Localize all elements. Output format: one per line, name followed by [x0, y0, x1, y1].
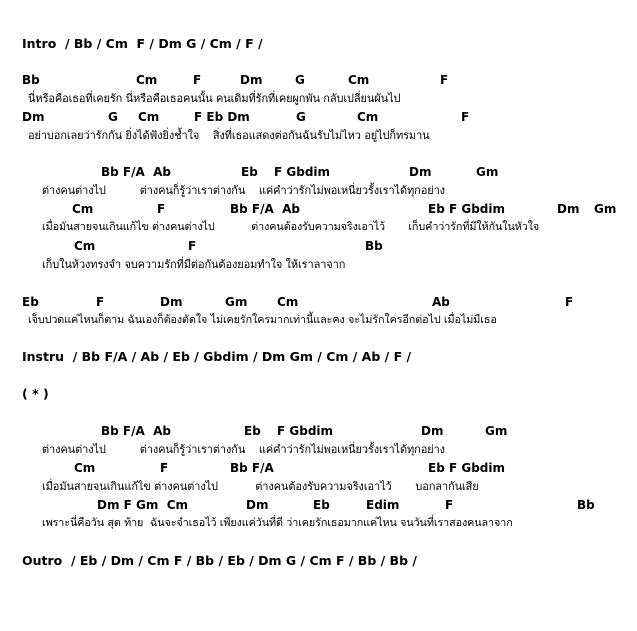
chord: Dm [421, 424, 444, 438]
chord: G [295, 73, 305, 87]
chord: Cm [357, 110, 379, 124]
chord: F Gbdim [277, 424, 334, 438]
chorus1-lyric-line-1: ต่างคนต่างไป ต่างคนก็รู้ว่าเราต่างกัน แค่คำว่ารักไม่พอเหนี่ยวรั้งเราได้ทุกอย่าง [42, 184, 445, 197]
chorus1-lyric-line-3: เก็บในห้วงทรงจำ จบความรักที่มีต่อกันต้องยอมทำใจ ให้เราลาจาก [42, 258, 346, 271]
chord: Dm [557, 202, 580, 216]
chord: Eb F Gbdim [428, 202, 505, 216]
chord: Cm [348, 73, 370, 87]
outro-line: Outro / Eb / Dm / Cm F / Bb / Eb / Dm G / Cm F / Bb / Bb / [22, 553, 417, 568]
chord: F [461, 110, 470, 124]
chord: Cm [72, 202, 94, 216]
chord: Gm [225, 295, 248, 309]
chord: Bb F/A Ab [101, 165, 172, 179]
intro-line: Intro / Bb / Cm F / Dm G / Cm / F / [22, 36, 263, 51]
bridge-lyric-line: เจ็บปวดแค่ไหนก็ตาม ฉันเองก็ต้องตัดใจ ไม่เคยรักใครมากเท่านี้และคง จะไม่รักใครอีกต่อไป เมื่อไม่มีเธอ [28, 313, 497, 326]
chord: F [96, 295, 105, 309]
chord: F [565, 295, 574, 309]
chord: Edim [366, 498, 400, 512]
chord: Eb F Gbdim [428, 461, 505, 475]
chorus-marker: ( * ) [22, 386, 49, 401]
chord: Bb F/A Ab [101, 424, 172, 438]
chord: Gm [476, 165, 499, 179]
chord: Cm [138, 110, 160, 124]
chord: F [160, 461, 169, 475]
chord: Bb F/A Ab [230, 202, 301, 216]
chord: Cm [136, 73, 158, 87]
chord: F [440, 73, 449, 87]
chord: Dm [409, 165, 432, 179]
chord: G [108, 110, 118, 124]
chord: Gm [594, 202, 617, 216]
chord: G [296, 110, 306, 124]
verse1-chord-line-1 [0, 74, 637, 88]
chord: F [445, 498, 454, 512]
chorus2-lyric-line-1: ต่างคนต่างไป ต่างคนก็รู้ว่าเราต่างกัน แค่คำว่ารักไม่พอเหนี่ยวรั้งเราได้ทุกอย่าง [42, 443, 445, 456]
chord: F [188, 239, 197, 253]
instru-line: Instru / Bb F/A / Ab / Eb / Gbdim / Dm Gm / Cm / Ab / F / [22, 349, 412, 364]
chord: Dm [160, 295, 183, 309]
chord: F Gbdim [274, 165, 331, 179]
chorus1-lyric-line-2: เมื่อมันสายจนเกินแก้ไข ต่างคนต่างไป ต่างคนต้องรับความจริงเอาไว้ เก็บคำว่ารักที่มีให้กันในหัวใจ [42, 220, 540, 233]
chord: Dm [22, 110, 45, 124]
chord: Gm [485, 424, 508, 438]
verse1-chord-line-2 [0, 111, 637, 125]
chorus1-chord-line-1 [0, 166, 637, 180]
chorus1-chord-line-3 [0, 240, 637, 254]
chord: Bb [577, 498, 595, 512]
chord: Bb F/A [230, 461, 274, 475]
chord: Bb [22, 73, 40, 87]
chord: Eb [313, 498, 330, 512]
chorus2-chord-line-1 [0, 425, 637, 439]
chord: Ab [432, 295, 450, 309]
chord: Eb [241, 165, 258, 179]
verse1-lyric-line-1: นี่หรือคือเธอที่เคยรัก นี่หรือคือเธอคนนั้น คนเดิมที่รักที่เคยผูกพัน กลับเปลี่ยนผันไป [28, 92, 401, 105]
chorus2-lyric-line-3: เพราะนี่คือวัน สุด ท้าย ฉันจะจำเธอไว้ เพียงแค่วันที่ดี ว่าเคยรักเธอมากแค่ไหน จนวันที่เราสองคนลาจาก [42, 516, 513, 529]
chord: F Eb Dm [194, 110, 250, 124]
verse1-lyric-line-2: อย่าบอกเลยว่ารักกัน ยิ่งได้ฟังยิ่งช้ำใจ สิ่งที่เธอแสดงต่อกันฉันรับไม่ไหว อยู่ไปก็ทรมาน [28, 129, 430, 142]
chord: Cm [74, 461, 96, 475]
chorus1-chord-line-2 [0, 203, 637, 217]
chord: F [157, 202, 166, 216]
chord: Bb [365, 239, 383, 253]
chord: Dm F Gm Cm [97, 498, 189, 512]
chord: Eb [244, 424, 261, 438]
bridge-chord-line [0, 296, 637, 310]
chord: Cm [74, 239, 96, 253]
chorus2-chord-line-3 [0, 499, 637, 513]
chord: Cm [277, 295, 299, 309]
chord: Dm [246, 498, 269, 512]
chord: Eb [22, 295, 39, 309]
chord: F [193, 73, 202, 87]
chorus2-lyric-line-2: เมื่อมันสายจนเกินแก้ไข ต่างคนต่างไป ต่างคนต้องรับความจริงเอาไว้ บอกลากันเสีย [42, 480, 479, 493]
chorus2-chord-line-2 [0, 462, 637, 476]
chord: Dm [240, 73, 263, 87]
